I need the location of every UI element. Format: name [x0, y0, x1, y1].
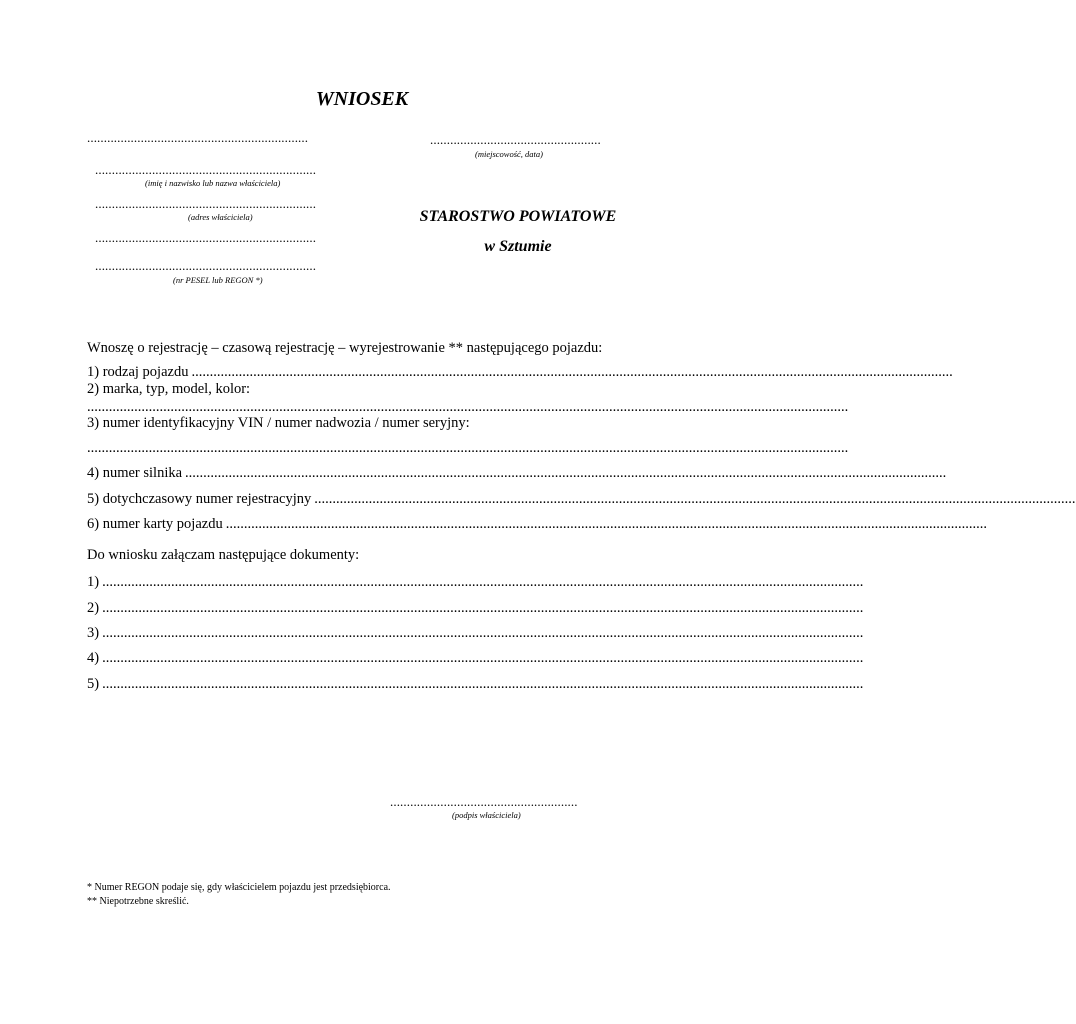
- owner-name-caption: (imię i nazwisko lub nazwa właściciela): [145, 178, 281, 188]
- attachments-intro: Do wniosku załączam następujące dokumenty:: [87, 547, 360, 563]
- engine-number-label: 4) numer silnika: [87, 465, 183, 481]
- owner-name-line[interactable]: ..................................................................: [95, 162, 317, 177]
- attachment-field-3[interactable]: [87, 625, 864, 642]
- owner-address-caption: (adres właściciela): [188, 212, 253, 222]
- attachment-field-1[interactable]: [87, 574, 864, 591]
- registration-number-field[interactable]: [87, 491, 1076, 508]
- attachment-dots[interactable]: ..................................................................................................................................................................................................................: [102, 650, 864, 666]
- vin-field[interactable]: [87, 440, 849, 457]
- attachment-number: 1): [87, 574, 100, 590]
- brand-model-dots[interactable]: ..................................................................................................................................................................................................................: [87, 399, 849, 415]
- attachment-dots[interactable]: ..................................................................................................................................................................................................................: [102, 600, 864, 616]
- card-number-dots[interactable]: ..................................................................................................................................................................................................................: [225, 516, 987, 532]
- attachment-number: 3): [87, 625, 100, 641]
- signature-line[interactable]: ........................................................: [390, 794, 578, 809]
- engine-number-dots[interactable]: ..................................................................................................................................................................................................................: [185, 465, 947, 481]
- vin-dots[interactable]: ..................................................................................................................................................................................................................: [87, 440, 849, 456]
- vehicle-type-label: 1) rodzaj pojazdu: [87, 364, 189, 380]
- attachment-dots[interactable]: ..................................................................................................................................................................................................................: [102, 574, 864, 590]
- vehicle-type-dots[interactable]: ..................................................................................................................................................................................................................: [191, 364, 953, 380]
- place-date-line[interactable]: ...................................................: [430, 132, 601, 147]
- attachment-field-4[interactable]: [87, 650, 864, 667]
- pesel-regon-line[interactable]: ..................................................................: [95, 258, 317, 273]
- card-number-label: 6) numer karty pojazdu: [87, 516, 223, 532]
- attachment-dots[interactable]: ..................................................................................................................................................................................................................: [102, 676, 864, 692]
- footnote-regon: * Numer REGON podaje się, gdy właścicielem pojazdu jest przedsiębiorca.: [87, 882, 391, 893]
- brand-model-label: 2) marka, typ, model, kolor:: [87, 381, 251, 397]
- authority-location: w Sztumie: [484, 238, 552, 255]
- signature-caption: (podpis właściciela): [452, 810, 521, 820]
- vehicle-type-field[interactable]: [87, 364, 953, 381]
- place-date-caption: (miejscowość, data): [475, 149, 543, 159]
- owner-address-line-2[interactable]: ..................................................................: [95, 230, 317, 245]
- card-number-field[interactable]: [87, 516, 987, 533]
- engine-number-field[interactable]: [87, 465, 947, 482]
- attachment-field-2[interactable]: [87, 600, 864, 617]
- attachment-number: 4): [87, 650, 100, 666]
- attachment-number: 5): [87, 676, 100, 692]
- attachment-number: 2): [87, 600, 100, 616]
- form-title: WNIOSEK: [315, 88, 409, 110]
- request-intro: Wnoszę o rejestrację – czasową rejestrację – wyrejestrowanie ** następującego pojazdu:: [87, 340, 603, 356]
- registration-number-label: 5) dotychczasowy numer rejestracyjny: [87, 491, 312, 507]
- brand-model-field[interactable]: [87, 399, 849, 416]
- pesel-regon-caption: (nr PESEL lub REGON *): [173, 275, 263, 285]
- attachment-dots[interactable]: ..................................................................................................................................................................................................................: [102, 625, 864, 641]
- attachment-field-5[interactable]: [87, 676, 864, 693]
- footnote-strike: ** Niepotrzebne skreślić.: [87, 896, 189, 907]
- vin-label: 3) numer identyfikacyjny VIN / numer nadwozia / numer seryjny:: [87, 415, 470, 431]
- registration-number-dots[interactable]: ..................................................................................................................................................................................................................: [314, 491, 1076, 507]
- applicant-line-1[interactable]: ..................................................................: [87, 130, 309, 145]
- authority-name: STAROSTWO POWIATOWE: [419, 208, 617, 225]
- owner-address-line[interactable]: ..................................................................: [95, 196, 317, 211]
